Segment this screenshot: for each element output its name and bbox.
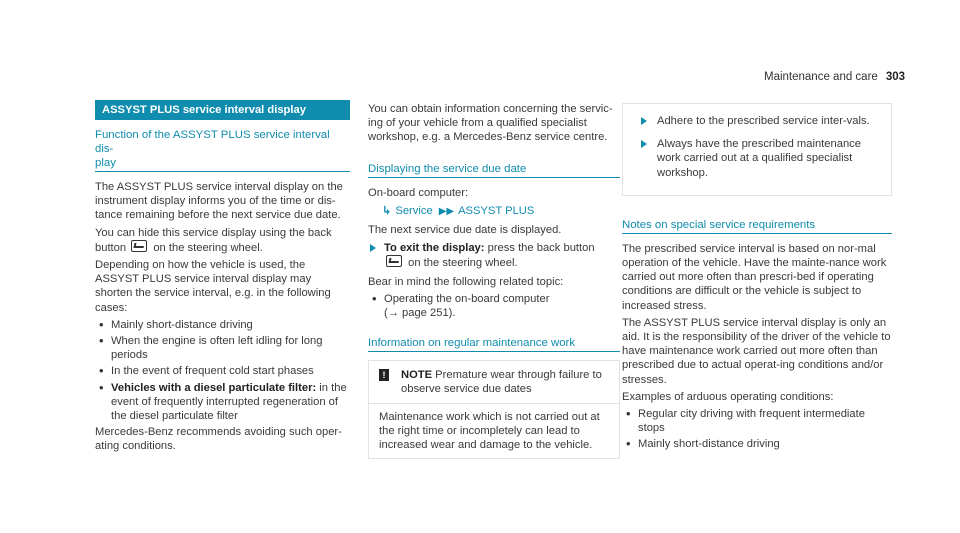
paragraph: Mercedes-Benz recommends avoiding such oper-ating conditions. <box>95 426 342 453</box>
menu-arrow-icon: ↳ <box>382 204 392 217</box>
bullet-list <box>368 292 620 320</box>
bold-label: Vehicles with a diesel particulate filter: <box>111 381 317 394</box>
paragraph: The next service due date is displayed. <box>368 224 562 237</box>
list-item: • Mainly short-distance driving <box>622 437 892 451</box>
page-number: 303 <box>885 71 905 83</box>
list-item: • Regular city driving with frequent intermediate stops <box>622 407 892 435</box>
section-heading-special: Notes on special service requirements <box>622 218 892 234</box>
page-header <box>764 70 905 84</box>
section-heading-due-date: Displaying the service due date <box>368 162 620 178</box>
paragraph: On-board computer: <box>368 186 469 199</box>
step-triangle-icon <box>641 140 647 148</box>
section-heading-function <box>95 128 350 172</box>
list-item <box>368 292 620 320</box>
list-item: • Mainly short-distance driving <box>95 318 350 332</box>
paragraph: Examples of arduous operating conditions: <box>622 390 834 403</box>
instruction-step <box>633 114 881 128</box>
paragraph: Bear in mind the following related topic: <box>368 275 564 288</box>
paragraph <box>95 226 350 255</box>
paragraph: The ASSYST PLUS service interval display on the instrument display informs you of the time or dis-tance remaining before the next service due date. <box>95 181 343 222</box>
paragraph: Depending on how the vehicle is used, the ASSYST PLUS service interval display may shorten the service interval, e.g. in the following cases: <box>95 259 331 314</box>
back-button-icon <box>386 255 402 267</box>
menu-path-item: ASSYST PLUS <box>458 204 535 217</box>
menu-path <box>382 204 620 219</box>
note-title: Premature wear through failure to observe service due dates <box>401 369 602 396</box>
list-item-text: in the event of frequently interrupted regeneration of the diesel particulate filter <box>111 381 347 423</box>
list-item: • In the event of frequent cold start phases <box>95 364 350 378</box>
list-item-text: Operating the on-board computer <box>384 292 550 305</box>
list-item <box>95 381 350 424</box>
instruction-step <box>633 137 881 180</box>
step-triangle-icon <box>370 244 376 252</box>
step-text: press the back button <box>484 242 595 255</box>
note-header <box>369 361 619 402</box>
steps-box <box>622 103 892 196</box>
instruction-step <box>368 241 620 270</box>
column-middle <box>368 102 620 459</box>
paragraph-text: You can hide this service display using the back button <box>95 226 332 254</box>
back-button-icon <box>131 240 147 252</box>
heading-line: play <box>95 157 116 169</box>
paragraph: The prescribed service interval is based on nor-mal operation of the vehicle. Have the mainte-nance work carried out more often than prescri-bed if operating conditions are difficult or the vehicle is subject to increased stress. <box>622 242 887 312</box>
paragraph-text: on the steering wheel. <box>153 241 263 254</box>
step-text: Always have the prescribed maintenance work carried out at a qualified specialist workshop. <box>657 138 861 179</box>
paragraph: You can obtain information concerning the servic-ing of your vehicle from a qualified specialist workshop, e.g. a Mercedes-Benz service centre. <box>368 103 613 144</box>
heading-line: Function of the ASSYST PLUS service interval dis- <box>95 129 330 155</box>
column-left <box>95 100 350 457</box>
note-warning-icon: ! <box>379 369 389 381</box>
note-label: NOTE <box>401 369 433 382</box>
note-body: Maintenance work which is not carried out at the right time or incompletely can lead to increased wear and damage to the vehicle. <box>369 403 619 459</box>
bold-label: To exit the display: <box>384 242 485 255</box>
bullet-list <box>95 318 350 423</box>
section-title: Maintenance and care <box>764 71 878 83</box>
bullet-list <box>622 407 892 452</box>
step-text: Adhere to the prescribed service inter-vals. <box>657 115 870 127</box>
section-heading-maintenance: Information on regular maintenance work <box>368 336 620 352</box>
paragraph: The ASSYST PLUS service interval display is only an aid. It is the responsibility of the driver of the vehicle to have maintenance work carried out more often than prescribed due to actual operat-ing conditions and/or stresses. <box>622 316 891 386</box>
list-item: • When the engine is often left idling for long periods <box>95 334 350 362</box>
column-right <box>622 103 892 454</box>
chapter-banner: ASSYST PLUS service interval display <box>95 100 350 120</box>
double-chevron-icon: ▶▶ <box>438 205 455 217</box>
note-box <box>368 360 620 459</box>
step-triangle-icon <box>641 117 647 125</box>
page-reference: (→ page 251). <box>384 307 456 320</box>
step-text: on the steering wheel. <box>408 257 518 270</box>
menu-path-item: Service <box>395 204 433 217</box>
